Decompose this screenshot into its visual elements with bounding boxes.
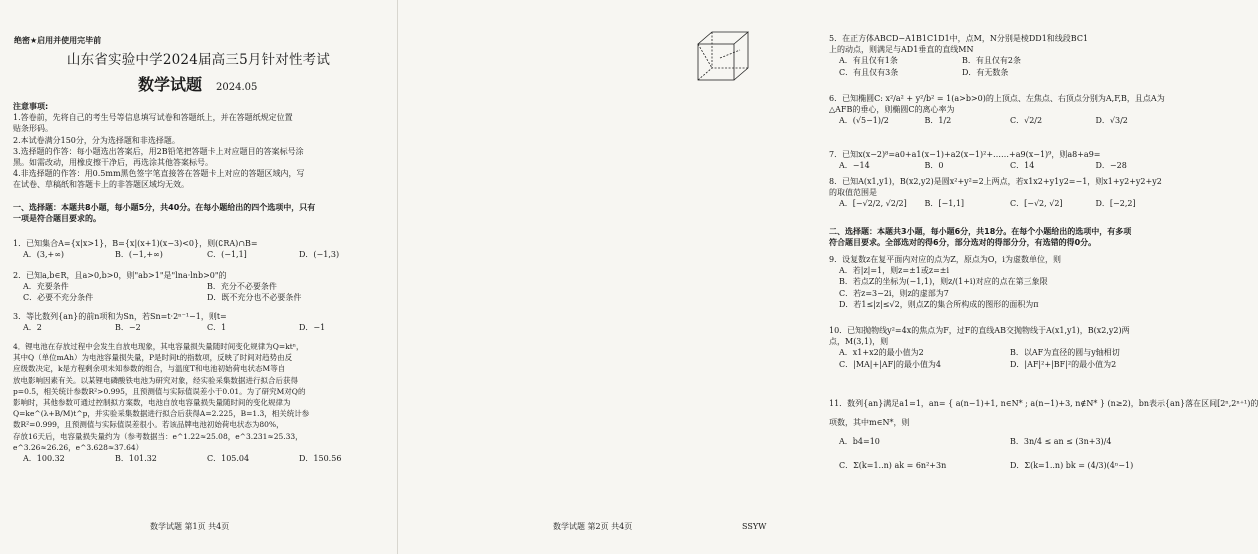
option-a: A．x1+x2的最小值为2	[839, 348, 924, 358]
option-row	[13, 453, 391, 464]
option-c: C．若z=3−2i，则z的虚部为7	[839, 288, 949, 298]
option-a: A．100.32	[23, 454, 65, 464]
option-d: D．(−1,3)	[299, 250, 340, 260]
option-c: C．√2/2	[1010, 116, 1043, 126]
option-a: A．(√5−1)/2	[839, 116, 889, 126]
option-a: A．2	[23, 323, 42, 333]
section-2-heading	[829, 226, 1181, 248]
option-grid	[829, 55, 1085, 77]
option-d: D．既不充分也不必要条件	[207, 293, 302, 303]
notice-line: 贴条形码。	[13, 124, 53, 134]
option-d: D．若1≤|z|≤√2，则点Z的集合所构成的图形的面积为π	[839, 299, 1039, 309]
option-b: B．−2	[115, 323, 141, 333]
option-c: C．有且仅有3条	[839, 67, 899, 77]
option-c: C．105.04	[207, 454, 250, 464]
question-line: 6．已知椭圆C: x²/a² + y²/b² = 1(a>b>0)的上顶点、左焦点、右顶点分别为A,F,B，且点A为	[829, 94, 1165, 103]
question-line: 11．数列{an}满足a1=1，an= { a(n−1)+1, n∈N* ; a(n−1)+3, n∉N* } (n≥2)，bn表示{an}落在区间[2ⁿ,2ⁿ⁺¹)的	[829, 399, 1258, 408]
question-5	[829, 33, 1089, 78]
question-8	[829, 176, 1181, 210]
option-d: D．[−2,2]	[1095, 199, 1136, 209]
option-grid	[13, 281, 391, 303]
notice-line: 3.选择题的作答：每小题选出答案后，用2B铅笔把答题卡上对应题目的答案标号涂	[13, 146, 304, 156]
notice-line: 在试卷、草稿纸和答题卡上的非答题区域均无效。	[13, 180, 189, 190]
option-d: D．有无数条	[962, 67, 1009, 77]
question-6	[829, 93, 1181, 127]
page-footer: 数学试题 第1页 共4页	[150, 522, 230, 531]
page-left	[0, 0, 397, 554]
subject-title: 数学试题	[138, 75, 203, 94]
notice-block	[13, 101, 391, 191]
question-3	[13, 311, 391, 333]
question-line: 放电影响因素有关。以某锂电磷酸铁电池为研究对象，经实验采集数据进行拟合后获得	[13, 375, 298, 385]
question-line: 点，M(3,1)，则	[829, 337, 889, 347]
question-2	[13, 270, 391, 304]
section-heading-line: 二、选择题：本题共3小题，每小题6分，共18分。在每个小题给出的选项中，有多项	[829, 227, 1132, 236]
question-line: 其中Q（单位mAh）为电池容量损失量，P是时间t的指数项，反映了时间对趋势由反	[13, 353, 293, 363]
option-d: D．−1	[299, 323, 326, 333]
section-heading-line: 一项是符合题目要求的。	[13, 214, 101, 224]
print-mark: SSYW	[742, 522, 767, 531]
question-line: p=0.5，相关统计参数R²>0.995，且预测值与实际值误差小于0.01。为了研究M对Q的	[13, 386, 306, 396]
option-a: A．(3,+∞)	[23, 250, 65, 260]
option-row	[13, 322, 391, 333]
question-10	[829, 325, 1181, 370]
notice-line: 4.非选择题的作答：用0.5mm黑色签字笔直接答在答题卡上对应的答题区域内，写	[13, 169, 305, 179]
section-heading-line: 符合题目要求。全部选对的得6分，部分选对的得部分分，有选错的得0分。	[829, 238, 1097, 248]
option-b: B．[−1,1]	[924, 199, 965, 209]
question-11	[829, 398, 1258, 471]
question-stem: 7．已知x(x−2)⁸=a0+a1(x−1)+a2(x−1)²+……+a9(x−1)⁹，则a8+a9=	[829, 150, 1101, 159]
notice-line: 2.本试卷满分150分，分为选择题和非选择题。	[13, 135, 180, 145]
option-d: D．|AF|²+|BF|²的最小值为2	[1010, 359, 1117, 369]
option-c: C．必要不充分条件	[23, 293, 94, 303]
option-c: C．14	[1010, 161, 1035, 171]
option-d: D．−28	[1095, 161, 1127, 171]
question-line: 10．已知抛物线y²=4x的焦点为F，过F的直线AB交抛物线于A(x1,y1)，B(x2,y2)两	[829, 326, 1130, 335]
notice-line: 1.答卷前，先将自己的考生号等信息填写试卷和答题纸上，并在答题纸规定位置	[13, 113, 293, 123]
confidential-label: 绝密★启用并使用完毕前	[14, 36, 102, 45]
question-line: 影响时，其他参数可通过控制拟方案数，电池自放电容量损失量随时间的变化规律为	[13, 398, 291, 408]
question-stem: 1．已知集合A={x|x>1}，B={x|(x+1)(x−3)<0}，则(∁RA)∩B=	[13, 239, 258, 248]
option-b: B．有且仅有2条	[962, 56, 1021, 66]
option-d: D．150.56	[299, 454, 342, 464]
notice-heading: 注意事项:	[13, 102, 49, 111]
option-d: D．√3/2	[1095, 116, 1128, 126]
question-line: 8．已知A(x1,y1)，B(x2,y2)是圆x²+y²=2上两点，若x1x2+y1y2=−1，则x1+y2+y2+y2	[829, 177, 1162, 186]
page-footer: 数学试题 第2页 共4页	[553, 522, 633, 531]
option-c: C．Σ(k=1..n) ak = 6n²+3n	[839, 460, 947, 470]
option-b: B．若点Z的坐标为(−1,1)，则z/(1+i)对应的点在第三象限	[839, 277, 1048, 287]
question-line: 数R²=0.999，且预测值与实际值误差很小。若该品牌电池初始荷电状态为80%，	[13, 420, 284, 430]
notice-line: 黑。如需改动，用橡皮擦干净后，再选涂其他答案标号。	[13, 158, 213, 168]
option-b: B．充分不必要条件	[207, 282, 277, 292]
option-a: A．−14	[839, 161, 870, 171]
question-line: 上的动点，则满足与AD1垂直的直线MN	[829, 45, 974, 55]
question-line: e^3.26≈26.26，e^3.628≈37.64）	[13, 442, 144, 452]
option-a: A．若|z|=1，则z=±1或z=±i	[839, 266, 950, 276]
section-1-heading	[13, 202, 391, 224]
option-grid	[829, 436, 1181, 470]
option-b: B．3n/4 ≤ an ≤ (3n+3)/4	[1010, 437, 1112, 447]
option-row	[829, 198, 1181, 209]
question-line: 应级数决定，k是方程剩余项未知参数的组合，与温度T和电池初始荷电状态M等自	[13, 364, 286, 374]
question-stem: 9．设复数z在复平面内对应的点为Z，原点为O，i为虚数单位，则	[829, 255, 1061, 264]
question-stem: 2．已知a,b∈R，且a>0,b>0，则"ab>1"是"lna·lnb>0"的	[13, 271, 227, 280]
option-b: B．101.32	[115, 454, 157, 464]
section-heading-line: 一、选择题：本题共8小题，每小题5分，共40分。在每小题给出的四个选项中，只有	[13, 203, 316, 212]
question-1	[13, 238, 391, 260]
option-a: A．充要条件	[23, 282, 69, 292]
option-b: B．(−1,+∞)	[115, 250, 163, 260]
option-row	[13, 249, 391, 260]
option-b: B．0	[924, 161, 944, 171]
option-c: C．1	[207, 323, 227, 333]
exam-date: 2024.05	[216, 82, 258, 93]
question-line: 的取值范围是	[829, 188, 877, 198]
option-grid	[829, 347, 1181, 369]
question-line: 存放16天后，电容量损失量约为（参考数据当：e^1.22≈25.08，e^3.231≈25.33，	[13, 431, 303, 441]
option-c: C．(−1,1]	[207, 250, 247, 260]
option-a: A．有且仅有1条	[839, 56, 898, 66]
option-c: C．|MA|+|AF|的最小值为4	[839, 359, 941, 369]
option-row	[829, 115, 1181, 126]
question-line: △AFB的垂心，则椭圆C的离心率为	[829, 105, 955, 115]
question-line: 4．锂电池在存放过程中会发生自放电现象，其电容量损失量随时间变化规律为Q=ktⁿ，	[13, 342, 304, 351]
option-c: C．[−√2, √2]	[1010, 199, 1063, 209]
cube-figure	[694, 28, 750, 86]
question-line: 5．在正方体ABCD−A1B1C1D1中，点M，N分别是棱DD1和线段BC1	[829, 34, 1089, 43]
question-line: 项数，其中m∈N*，则	[829, 418, 910, 428]
question-stem: 3．等比数列{an}的前n项和为Sn，若Sn=t·2ⁿ⁻¹−1，则t=	[13, 312, 227, 321]
option-b: B．1/2	[924, 116, 952, 126]
option-d: D．Σ(k=1..n) bk = (4/3)(4ⁿ−1)	[1010, 460, 1134, 470]
option-a: A．b4=10	[839, 437, 880, 447]
option-row	[829, 160, 1181, 171]
option-b: B．以AF为直径的圆与y轴相切	[1010, 348, 1120, 358]
question-9	[829, 254, 1181, 310]
question-4	[13, 341, 391, 464]
option-a: A．[−√2/2, √2/2]	[839, 199, 907, 209]
school-title: 山东省实验中学2024届高三5月针对性考试	[66, 52, 331, 68]
question-line: Q=ke^(λ+B/M)t^p，并实验采集数据进行拟合后获得A=2.225，B=1.3，相关统计参	[13, 409, 310, 419]
question-7	[829, 149, 1181, 171]
